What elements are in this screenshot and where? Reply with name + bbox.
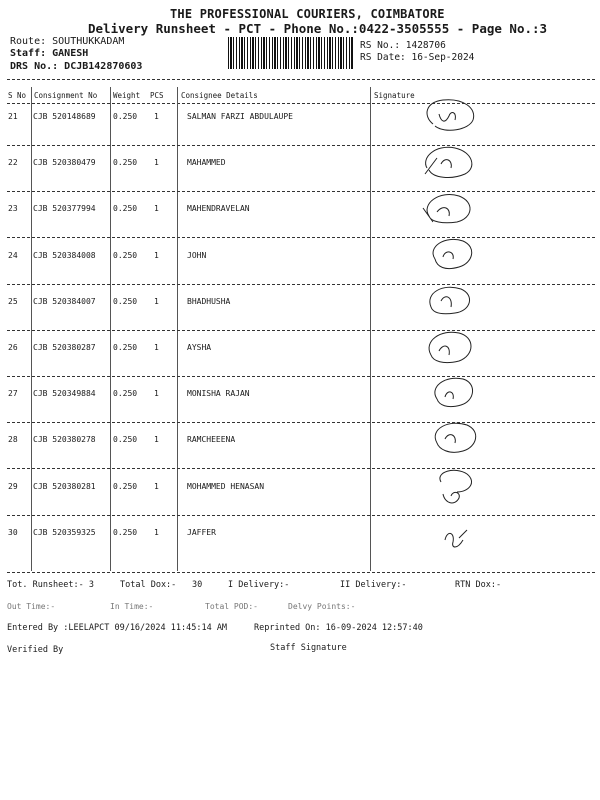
handwritten-signature bbox=[415, 94, 485, 138]
col-header-consignee: Consignee Details bbox=[181, 91, 258, 100]
rtn-dox: RTN Dox:- bbox=[455, 580, 502, 590]
row-sno: 22 bbox=[8, 158, 18, 168]
rs-date: RS Date: 16-Sep-2024 bbox=[360, 52, 475, 63]
table-row bbox=[7, 435, 595, 481]
handwritten-signature bbox=[415, 325, 485, 369]
handwritten-signature bbox=[415, 371, 485, 415]
row-weight: 0.250 bbox=[113, 250, 138, 260]
handwritten-signature bbox=[415, 464, 485, 508]
row-weight: 0.250 bbox=[113, 389, 138, 399]
divider bbox=[7, 79, 595, 80]
handwritten-signature bbox=[415, 417, 485, 461]
row-consignment-no: CJB 520380281 bbox=[33, 481, 96, 491]
table-row bbox=[7, 112, 595, 158]
row-consignee: MONISHA RAJAN bbox=[187, 389, 250, 399]
table-row bbox=[7, 343, 595, 389]
runsheet-subtitle: Delivery Runsheet - PCT - Phone No.:0422-3505555 - Page No.:3 bbox=[88, 21, 548, 36]
row-consignment-no: CJB 520380278 bbox=[33, 435, 96, 445]
rs-number: RS No.: 1428706 bbox=[360, 40, 446, 51]
in-time: In Time:- bbox=[110, 602, 154, 611]
tot-runsheet: Tot. Runsheet:- 3 bbox=[7, 580, 94, 590]
row-weight: 0.250 bbox=[113, 158, 138, 168]
row-weight: 0.250 bbox=[113, 296, 138, 306]
row-sno: 28 bbox=[8, 435, 18, 445]
table-row bbox=[7, 297, 595, 343]
row-weight: 0.250 bbox=[113, 527, 138, 537]
row-weight: 0.250 bbox=[113, 112, 138, 121]
row-consignee: MAHAMMED bbox=[187, 158, 226, 168]
handwritten-signature bbox=[415, 279, 485, 323]
row-sno: 21 bbox=[8, 112, 18, 121]
row-consignment-no: CJB 520148689 bbox=[33, 112, 96, 121]
row-divider bbox=[7, 468, 595, 469]
col-header-consignment: Consignment No bbox=[34, 91, 98, 100]
row-divider bbox=[7, 284, 595, 285]
divider bbox=[7, 103, 595, 104]
row-pcs: 1 bbox=[154, 343, 159, 352]
col-header-weight: Weight bbox=[113, 91, 141, 100]
row-divider bbox=[7, 515, 595, 516]
row-weight: 0.250 bbox=[113, 481, 138, 491]
row-pcs: 1 bbox=[154, 296, 159, 306]
table-row bbox=[7, 528, 595, 574]
staff-signature: Staff Signature bbox=[270, 643, 347, 653]
row-pcs: 1 bbox=[154, 158, 159, 168]
row-pcs: 1 bbox=[154, 112, 159, 121]
table-row bbox=[7, 389, 595, 435]
row-consignment-no: CJB 520380287 bbox=[33, 343, 96, 352]
total-pod: Total POD:- bbox=[205, 602, 258, 611]
row-consignee: AYSHA bbox=[187, 343, 212, 352]
row-consignee: SALMAN FARZI ABDULAUPE bbox=[187, 112, 293, 121]
table-row bbox=[7, 204, 595, 250]
handwritten-signature bbox=[415, 510, 485, 554]
row-sno: 24 bbox=[8, 250, 18, 260]
row-pcs: 1 bbox=[154, 250, 159, 260]
table-row bbox=[7, 251, 595, 297]
row-consignment-no: CJB 520384008 bbox=[33, 250, 96, 260]
barcode-image bbox=[228, 37, 354, 69]
out-time: Out Time:- bbox=[7, 602, 56, 611]
col-header-pcs: PCS bbox=[150, 91, 164, 100]
row-sno: 27 bbox=[8, 389, 18, 399]
row-consignee: MAHENDRAVELAN bbox=[187, 204, 250, 214]
row-weight: 0.250 bbox=[113, 435, 138, 445]
row-divider bbox=[7, 422, 595, 423]
row-consignee: JAFFER bbox=[187, 527, 216, 537]
ii-delivery: II Delivery:- bbox=[340, 580, 407, 590]
handwritten-signature bbox=[415, 140, 485, 184]
reprinted-on: Reprinted On: 16-09-2024 12:57:40 bbox=[254, 623, 423, 633]
row-pcs: 1 bbox=[154, 389, 159, 399]
row-divider bbox=[7, 145, 595, 146]
row-divider bbox=[7, 376, 595, 377]
row-pcs: 1 bbox=[154, 527, 159, 537]
row-sno: 25 bbox=[8, 296, 18, 306]
row-sno: 30 bbox=[8, 527, 18, 537]
row-consignment-no: CJB 520380479 bbox=[33, 158, 96, 168]
row-pcs: 1 bbox=[154, 204, 159, 214]
row-consignment-no: CJB 520349884 bbox=[33, 389, 96, 399]
row-sno: 29 bbox=[8, 481, 18, 491]
col-header-signature: Signature bbox=[374, 91, 415, 100]
row-weight: 0.250 bbox=[113, 343, 138, 352]
row-consignment-no: CJB 520377994 bbox=[33, 204, 96, 214]
row-divider bbox=[7, 330, 595, 331]
delvy-points: Delvy Points:- bbox=[288, 602, 356, 611]
i-delivery: I Delivery:- bbox=[228, 580, 290, 590]
entered-by: Entered By :LEELAPCT 09/16/2024 11:45:14 AM bbox=[7, 623, 228, 633]
staff-label: Staff: GANESH bbox=[10, 48, 89, 59]
row-divider bbox=[7, 237, 595, 238]
row-weight: 0.250 bbox=[113, 204, 138, 214]
row-sno: 26 bbox=[8, 343, 18, 352]
row-consignee: JOHN bbox=[187, 250, 207, 260]
total-dox-value: 30 bbox=[192, 580, 203, 590]
route-label: Route: SOUTHUKKADAM bbox=[10, 36, 125, 47]
drs-number: DRS No.: DCJB142870603 bbox=[10, 61, 143, 72]
row-consignee: BHADHUSHA bbox=[187, 296, 231, 306]
row-consignment-no: CJB 520359325 bbox=[33, 527, 96, 537]
total-dox-label: Total Dox:- bbox=[120, 580, 177, 590]
company-title: THE PROFESSIONAL COURIERS, COIMBATORE bbox=[170, 7, 445, 21]
row-consignment-no: CJB 520384007 bbox=[33, 296, 96, 306]
col-header-sno: S No bbox=[8, 91, 27, 100]
handwritten-signature bbox=[415, 233, 485, 277]
handwritten-signature bbox=[415, 186, 485, 230]
row-pcs: 1 bbox=[154, 435, 159, 445]
row-divider bbox=[7, 191, 595, 192]
divider bbox=[7, 572, 595, 573]
table-row bbox=[7, 158, 595, 204]
row-consignee: MOHAMMED HENASAN bbox=[187, 481, 265, 491]
verified-by: Verified By bbox=[7, 645, 64, 655]
row-pcs: 1 bbox=[154, 481, 159, 491]
row-sno: 23 bbox=[8, 204, 18, 214]
row-consignee: RAMCHEEENA bbox=[187, 435, 236, 445]
table-row bbox=[7, 482, 595, 528]
